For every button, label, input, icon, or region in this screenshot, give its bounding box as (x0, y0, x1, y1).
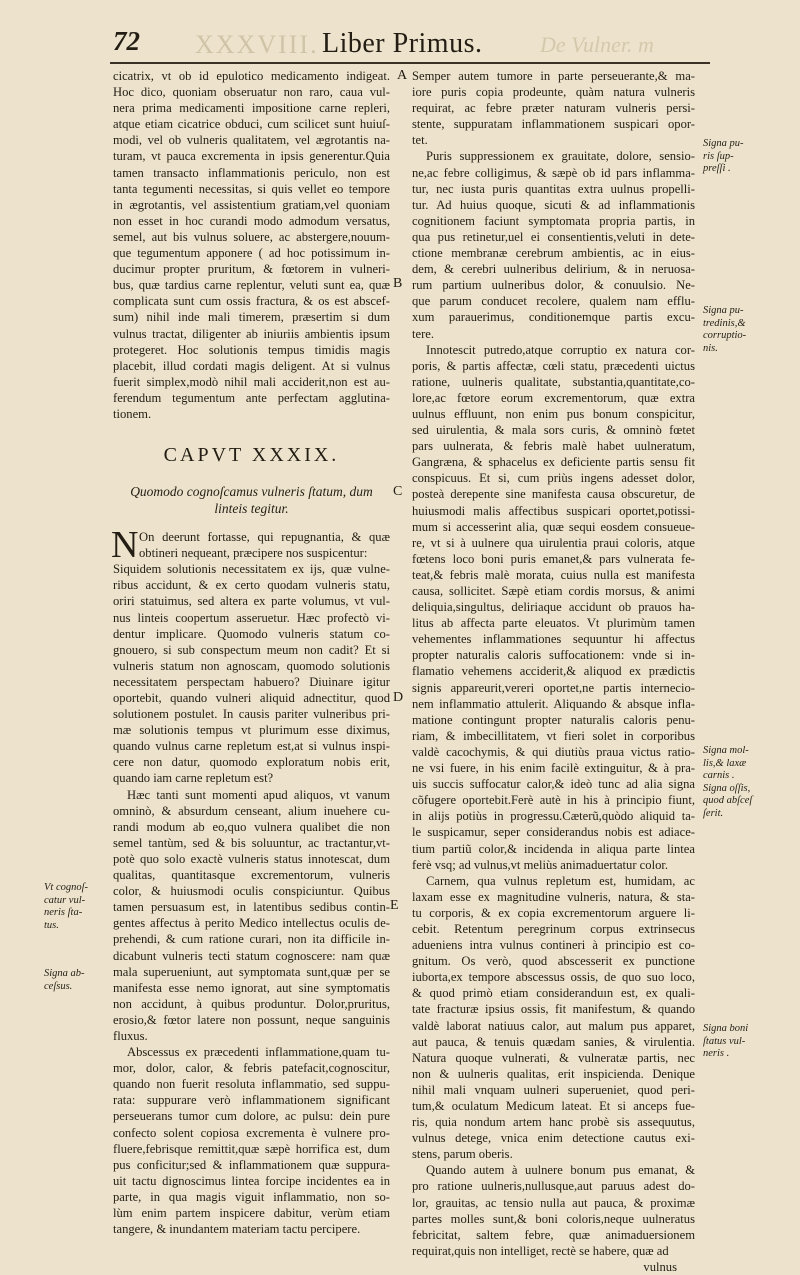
text-line: lor, grauitas, ac tensio nulla aut pauca, & proximæ (412, 1195, 695, 1210)
paragraph (412, 873, 695, 1163)
text-line: iuborta,ex tempore abscessus ossis, de quo suo loco, (412, 970, 695, 985)
text-line: placebit, illud cordati magis deligent. At si vulnus (113, 358, 390, 373)
text-line: nihil mali vnquam uulneri superueniet, quod peri- (412, 1082, 695, 1097)
text-line: mor, dolor, calor, & febris patefacit,cognoscitur, (113, 1061, 390, 1076)
text-line: iore puris copia prodeunte, quàm natura vulneris (412, 85, 695, 100)
header-rule (110, 62, 710, 64)
text-line: dicabunt vulneris tecti statum cognoscere: nam quæ (113, 948, 390, 963)
text-line: fuerit simplex,modò nihil mali acciderit,non est au- (113, 374, 390, 389)
text-line: partes molles sunt,& boni coloris,neque uulneratus (412, 1211, 695, 1226)
text-line: fluere,febrisque remittit,quæ sæpè horrifica est, dum (113, 1141, 390, 1156)
text-line: Signa mol- (703, 745, 749, 756)
text-line: mum si accesserint alia, quæ sequi eosdem consueue- (412, 519, 695, 534)
text-line: sed uirulentia, & mala sors curis, & omninò fœtet (412, 423, 695, 438)
text-line: semel tantùm, sed & bis soluuntur, ac tractantur,vt- (113, 835, 390, 850)
text-line: tate fracturæ ipsius ossis, fit manifestum, & quando (412, 1002, 695, 1017)
text-line: Gangræna, & sphacelus ex deficiente partis sensu fit (412, 455, 695, 470)
text-line: & quod primò etiam consideranduın est, ex quali- (412, 986, 695, 1001)
running-head: Liber Primus. (322, 28, 483, 59)
text-line: turam, vt pauca excrementa in ipsis generentur.Quia (113, 149, 390, 164)
text-line: tere. (412, 326, 435, 341)
text-line: causa, sollicitet. Sæpè etiam cordis morsus, & animi (412, 584, 695, 598)
text-line: nem inflammatio attulerit. Aliquando & absque infla- (412, 696, 695, 711)
text-line: randi modum ab eo,quo vulnera qualibet die non (113, 819, 390, 834)
catchword: vulnus (643, 1259, 677, 1274)
text-line: Signa ab- (44, 968, 85, 979)
side-note (703, 745, 752, 820)
paragraph (113, 68, 390, 422)
paragraph (113, 787, 390, 1045)
text-line: riam, & imbecillitatem, vt fieri solet in corporibus (412, 728, 695, 743)
right-column (412, 68, 695, 1275)
text-line: preſſi . (703, 163, 731, 174)
margin-letter: E (390, 898, 399, 913)
text-line: cere non datur, quomodo exploratum nobis erit, (113, 755, 390, 770)
text-line: sum) nihil inde mali timerem, præsertim si dum (113, 310, 390, 325)
text-line: perseuerans tumor cum dolore, ac pulsu: dein pure (113, 1109, 390, 1124)
text-line: poris, & partis affectæ, cœli statu, præcedenti uictus (412, 358, 695, 373)
page-number: 72 (113, 26, 140, 56)
text-line: lùm enim partem inspicere dabitur, verùm etiam (113, 1206, 390, 1220)
text-line: stente, suppuratam inflammationem suspicari opor- (412, 117, 695, 132)
text-line: requirat,quis non intelliget, rectè se habere, quæ ad (412, 1243, 669, 1258)
text-line: ne vsi fuere, in his enim facilè extinguitur, & à pra- (412, 761, 695, 776)
text-line: solutionem postulet. In causis pariter vulneribus pri- (113, 707, 390, 722)
text-line: mæ solutionis tempus vt plurimum esse diximus, (113, 723, 390, 738)
text-line: Signa pu- (703, 305, 744, 316)
text-line: linteis tegitur. (214, 501, 289, 517)
text-line: ferè vsq; ad vulnus,vt meliùs animaduertatur color. (412, 857, 669, 872)
text-line: Signa boni (703, 1023, 749, 1034)
chapter-heading: CAPVT XXXIX. (163, 444, 340, 467)
text-line: complicata sunt cum ossis fractura, & os est abscef- (113, 294, 390, 309)
side-note (703, 138, 744, 176)
text-line: lore,ac fœtore eorum excrementorum, quæ extra (412, 390, 695, 405)
paragraph (412, 148, 695, 341)
text-line: vulnus detege, vnica enim detectione cautus exi- (412, 1131, 695, 1146)
text-line: tamen persuasum est, in latentibus sedibus contin- (113, 900, 390, 915)
text-line: neris . (703, 1048, 730, 1059)
text-line: Hæc tanti sunt momenti apud aliquos, vt vanum (127, 787, 390, 802)
text-line: in ægrotantis, vel assistentium gratiam,vel quoniam (113, 197, 390, 212)
text-line: catur vul- (44, 894, 86, 906)
text-line: lis,& laxæ (703, 757, 747, 769)
text-line: uit tactu dignoscimus lintea forcipe incidentes ea in (113, 1173, 390, 1188)
text-line: uis succis suffocatur calor,& ideò tunc ad alia signa (412, 777, 695, 792)
text-line: tamen transacto inflammationis periculo, non est (113, 165, 390, 180)
text-line: pars uulnerata, & febris malè habet uulneratum, (412, 439, 695, 454)
text-line: oriri statuimus, sed altera ex parte volumus, vt vul- (113, 594, 390, 609)
text-line: Puris suppressionem ex grauitate, dolore, sensio- (426, 149, 695, 164)
text-line: teat,& febris malè morata, cuius nulla est manifesta (412, 567, 695, 582)
text-line: ducimur propter pruritum, & fœtorem in vulneri- (113, 262, 390, 277)
text-line: laxam esse ex magnitudine vulneris, natura, & sta- (412, 889, 695, 904)
text-line: omninò, & absurdum censeant, alium inuehere cu- (113, 803, 390, 818)
chapter-subtitle (113, 483, 390, 517)
text-line: Vt cognoſ- (44, 882, 89, 893)
text-line: Innotescit putredo,atque corruptio ex natura cor- (426, 342, 695, 357)
text-line: que tegumentum apponere ( ad hoc potissimum in- (113, 246, 390, 261)
text-line: tanta tegumenti necessitas, si quis vellet eo tempore (113, 181, 390, 196)
drop-cap: N (111, 524, 139, 567)
text-line: cõfugere oportebit.Ferè autè in his à principio fiunt, (412, 793, 695, 808)
text-line: pro ratione uulneris,nullusque,aut paruus adest do- (412, 1179, 695, 1194)
text-line: tredinis,& (703, 317, 746, 329)
text-line: protegeret. Hoc solutionis tempus timidis magis (113, 342, 390, 357)
text-line: posteà derepente sine manifesta causa obscuretur, de (412, 487, 695, 502)
text-line: matione contingunt propter naturalis caloris penu- (412, 712, 695, 727)
text-line: ris ſup- (703, 150, 734, 162)
text-line: dem, & cerebri uulneribus delirium, & in neruosa- (412, 262, 695, 277)
side-note (703, 305, 746, 355)
text-line: parte, in qua magis viguit inflammatio, non so- (113, 1189, 390, 1204)
text-line: Siquidem solutionis necessitatem ex ijs, quæ vulne- (113, 562, 390, 577)
text-line: in alijs potiùs in progressu.Cæterũ,quòdo aliquid ta- (412, 809, 695, 824)
text-line: Quomodo cognoſcamus vulneris ſtatum, dum (130, 484, 373, 500)
side-note (703, 1023, 748, 1061)
text-line: cognitionem faciunt symptomata propria partis, in (412, 213, 695, 228)
text-line: non esset in hoc curandi modo admodum versatus, (113, 213, 390, 228)
text-line: necessitatem perspectam habuero? Diuinare igitur (113, 674, 390, 689)
text-line: Signa pu- (703, 138, 744, 149)
text-line: gnitum. Os verò, quod abscesserit ex punctione (412, 954, 695, 969)
text-line: ris, quia nondum artem hanc probè sis assequutus, (412, 1115, 695, 1130)
text-line: ratione, uulneris qualitate, substantia,quantitate,co- (412, 374, 695, 389)
text-line: signis appareurit,vereri oportet,ne partis interneciо- (412, 680, 695, 695)
text-line: Semper autem tumore in parte perseuerante,& ma- (412, 69, 695, 83)
text-line: ribus accidunt, & ex certo quodam vulneris statu, (113, 578, 390, 593)
text-line: re, vt si à uulnere qua uirulentia praui coloris, atque (412, 535, 695, 550)
text-line: qualitas, quantitasque excrementorum, vulneris (113, 868, 390, 883)
text-line: propter naturalis caloris suffocationem: vnde si in- (412, 648, 695, 663)
text-line: ſtatus vul- (703, 1035, 746, 1047)
text-line: quando non fuerit resoluta inflammatio, sed suppu- (113, 1077, 390, 1092)
bleed-through-text: De Vulner. m (540, 32, 654, 57)
text-line: conspicuus. Et si, cum priùs ingens adesset dolor, (412, 471, 695, 486)
text-line: atque etiam cicatrice obduci, cum scilicet sunt huiuſ- (113, 117, 390, 132)
text-line: non & uulneris qualitas, erit inspicienda. Denique (412, 1066, 695, 1081)
text-line: tur. Ad huius quoque, sicuti & ad inflammationis (412, 197, 695, 212)
text-line: Quando autem à uulnere bonum pus emanat, & (426, 1163, 695, 1178)
text-line: ſerit. (703, 807, 724, 819)
text-line: mala superueniunt, aut symptomata sunt,quæ per se (113, 964, 390, 979)
text-line: requirat, ac febre præter naturam vulneris persi- (412, 101, 695, 116)
text-line: ferendum tegumentum ante perfectam agglutina- (113, 390, 390, 405)
text-line: carnis . (703, 770, 735, 781)
text-line: potè quo solo exactè vulneris status innotescat, dum (113, 851, 390, 866)
text-line: Carnem, qua vulnus repletum est, humidam, ac (426, 873, 695, 888)
text-line: gentes affectus à perito Medico intellectus oculis de- (113, 916, 390, 931)
text-line: deliquia,singultus, deliriaque accidunt ob prauos ha- (412, 600, 695, 615)
paragraph (113, 561, 390, 786)
text-line: qua pus retinetur,uel ei consentientis,veluti in dete- (412, 229, 695, 244)
paragraph (111, 524, 390, 567)
text-line: pus conficitur;sed & inflammationem quæ suppura- (113, 1157, 390, 1172)
paragraph (412, 68, 695, 148)
text-line: litus ab affecta parte eleuatos. Vt plurimùm tamen (412, 616, 695, 631)
text-line: rata: suppurare verò inflammationem significant (113, 1093, 390, 1108)
text-line: vehementes inflammationes sequuntur hi affectus (412, 632, 695, 647)
text-line: tus. (44, 919, 59, 931)
text-line: huiusmodi malis affectibus suspicari oportet,potissi- (412, 503, 695, 518)
text-line: valdè cacochymis, & qui diutiùs praua victus ratio- (412, 744, 695, 759)
text-line: nis. (703, 342, 718, 354)
text-line: obtineri nequeant, præcipere nos suspicentur: (139, 546, 368, 561)
text-line: uulnus effluunt, non enim pus bonum conspicitur, (412, 406, 695, 421)
text-line: bus, quæ tardius carne replentur, veluti sunt ea, quæ (113, 278, 390, 293)
text-line: ceſsus. (44, 980, 73, 992)
text-line: fluxus. (113, 1028, 148, 1043)
text-line: stens, parum oberis. (412, 1147, 513, 1162)
margin-letter: D (393, 690, 404, 705)
text-line: tet. (412, 133, 428, 148)
text-line: valdè laborat natiuus calor, aut malum pus apparet, (412, 1018, 695, 1033)
margin-letter: C (393, 484, 403, 499)
text-line: cebit. Retentum peregrinum corpus extrinsecus (412, 921, 695, 936)
text-line: aut pauca, & tenuis quædam sanies, & virulentia. (412, 1034, 695, 1049)
text-line: color, & huiusmodi oculis conspiciuntur. Quibus (113, 884, 390, 899)
text-line: erosio,& fœtor latere non possunt, neque sanguinis (113, 1012, 390, 1027)
text-line: quando iam carne repletum est? (113, 771, 274, 786)
text-line: tionem. (113, 406, 152, 421)
text-line: Natura quoque vulnerati, & vulneratæ partis, nec (412, 1050, 695, 1065)
text-line: tum,& oculatum Medicum lateat. Et si anceps fue- (412, 1099, 695, 1113)
text-line: neris ſta- (44, 907, 83, 918)
text-line: gnouero, si sub conspectum meum non cadit? Et si (113, 642, 390, 657)
paragraph (412, 342, 695, 873)
text-line: flamatio vehemens acciderit,& aliquod ex prædictis (412, 664, 695, 679)
text-line: confecto solent copiosa excrementa è vulnere pro- (113, 1125, 390, 1140)
text-line: oportebit, quando vulneri aliquid adnectitur, quod (113, 691, 390, 705)
text-line: quod abſceſ (703, 795, 753, 806)
text-line: adueniens intra vulnus contineri à principio est co- (412, 938, 695, 953)
text-line: cicatrix, vt ob id epulotico medicamento indigeat. (113, 69, 390, 83)
paragraph (113, 1044, 390, 1237)
text-line: le suspicamur, seper considerandus nobis est adiace- (412, 825, 695, 840)
margin-letter: B (393, 276, 403, 291)
text-line: que parum conducet recolere, qualem nam efflu- (412, 294, 695, 309)
text-line: tangere, & inundantem materiam tactu percipere. (113, 1222, 361, 1237)
text-line: Signa oſſis, (703, 782, 751, 794)
text-line: Hoc dico, quoniam obseruatur non raro, caua vul- (113, 85, 390, 100)
text-line: modi, vel ob vulneris qualitatem, vel ægrotantis na- (113, 133, 390, 148)
left-column (113, 68, 390, 1237)
text-line: rum partium uulneribus dolor, & conuulsio. Ne- (412, 278, 695, 293)
text-line: nera prima medicamenti impositione carne repleri, (113, 101, 390, 116)
text-line: xum parauerimus, conditionemque partis excu- (412, 310, 695, 325)
text-line: manifesta esse nemo ignorat, aut sine symptomatis (113, 980, 390, 995)
text-line: fœtens loco boni puris emanet,& pars vulnerata fe- (412, 551, 695, 566)
text-line: Abscessus ex præcedenti inflammatione,quam tu- (127, 1045, 390, 1060)
text-line: semel, aut bis vulnus soluere, ac abstergere,nouum- (113, 229, 390, 244)
text-line: nus linteis coopertum asseruetur. Hæc profectò vi- (113, 610, 390, 625)
text-line: tu corporis, & ex copia excrementorum arguere li- (412, 905, 695, 920)
margin-letter: A (397, 68, 408, 83)
side-note (44, 968, 85, 993)
text-line: non accidunt, à quibus produntur. Dolor,pruritus, (113, 996, 390, 1011)
text-line: On deerunt fortasse, qui repugnantia, & quæ (139, 530, 390, 545)
text-line: prehendi, & cum ratione curari, non ita difficile in- (113, 932, 390, 947)
text-line: vulneris statum non agnoscam, quomodo solutionis (113, 658, 390, 673)
text-line: febricitat, saltem febre, quæ animaduersionem (412, 1227, 695, 1242)
text-line: tium partiũ color,& incidenda in aliqua parte lintea (412, 841, 695, 856)
text-line: vulnus tractat, diligenter ab iniuriis ambientis ipsum (113, 326, 390, 341)
text-line: dentur implicare. Quomodo vulneris statum co- (113, 626, 390, 641)
text-line: ne,ac febre colligimus, & sæpè ob id pars inflamma- (412, 165, 695, 180)
text-line: tur, nec iusta puris quantitas extra uulnus propelli- (412, 181, 695, 196)
text-line: ctione membranæ cerebrum ambientis, ac in eius- (412, 246, 695, 261)
bleed-through-text: XXXVIII. (195, 30, 319, 59)
side-note (44, 882, 88, 932)
text-line: corruptio- (703, 330, 747, 341)
text-line: quando vulnus carne repletum est,at si vulnus inspi- (113, 739, 390, 754)
